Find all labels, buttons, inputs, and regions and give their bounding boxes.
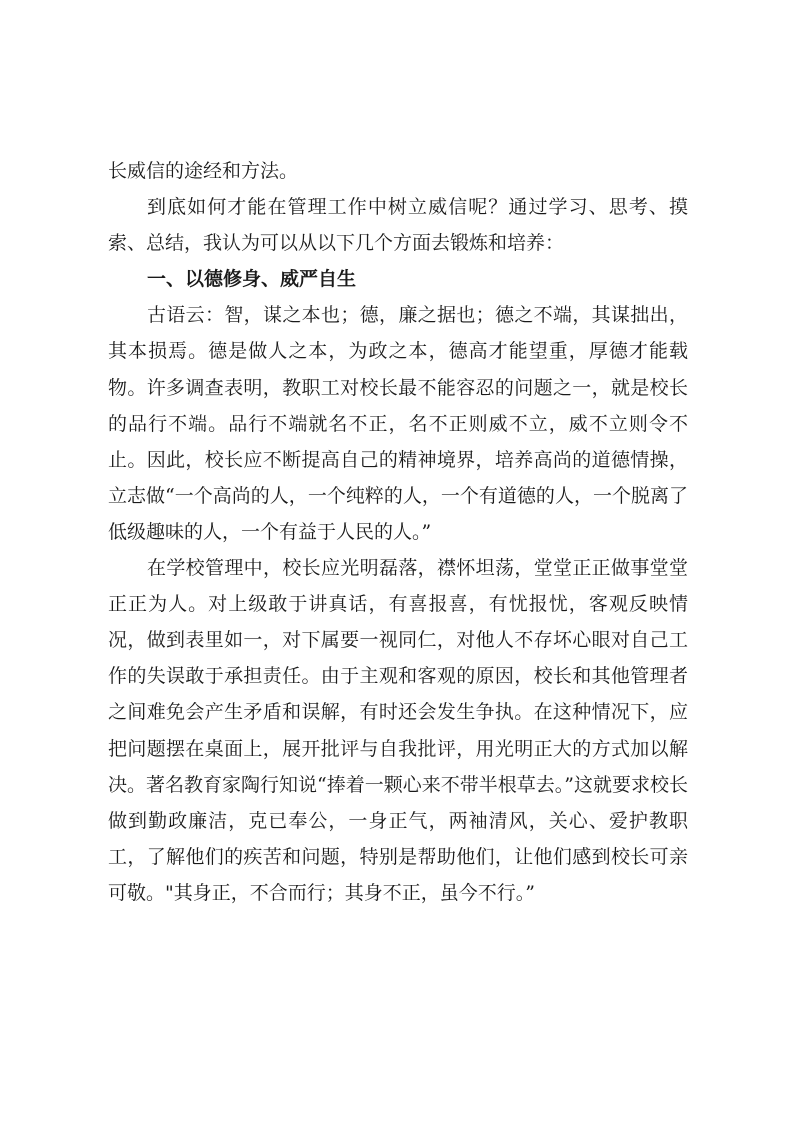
paragraph-management: 在学校管理中，校长应光明磊落，襟怀坦荡，堂堂正正做事堂堂正正为人。对上级敢于讲真话，有喜报喜，有忧报忧，客观反映情况，做到表里如一，对下属要一视同仁，对他人不存坏心眼对自己工作的失误敢于承担责任。由于主观和客观的原因，校长和其他管理者之间难免会产生矛盾和误解，有时还会发生争执。在这种情况下，应把问题摆在桌面上，展开批评与自我批评，用光明正大的方式加以解决。著名教育家陶行知说“捧着一颗心来不带半根草去。”这就要求校长做到勤政廉洁，克已奉公，一身正气，两袖清风，关心、爱护教职工，了解他们的疾苦和问题，特别是帮助他们，让他们感到校长可亲可敬。"其身正，不合而行；其身不正，虽今不行。” bbox=[108, 557, 688, 904]
paragraph-continuation: 长威信的途经和方法。 bbox=[108, 160, 299, 182]
paragraph-virtue: 古语云：智，谋之本也；德，廉之据也；德之不端，其谋拙出，其本损焉。德是做人之本，为政之本，德高才能望重，厚德才能载物。许多调查表明，教职工对校长最不能容忍的问题之一，就是校长的品行不端。品行不端就名不正，名不正则威不立，威不立则令不止。因此，校长应不断提高自己的精神境界，培养高尚的道德情操，立志做“一个高尚的人，一个纯粹的人，一个有道德的人，一个脱离了低级趣味的人，一个有益于人民的人。” bbox=[108, 304, 688, 543]
section-heading: 一、以德修身、威严自生 bbox=[147, 268, 357, 291]
paragraph-intro: 到底如何才能在管理工作中树立威信呢？通过学习、思考、摸索、总结，我认为可以从以下几个方面去锻炼和培养： bbox=[108, 196, 688, 255]
document-body bbox=[108, 153, 688, 911]
